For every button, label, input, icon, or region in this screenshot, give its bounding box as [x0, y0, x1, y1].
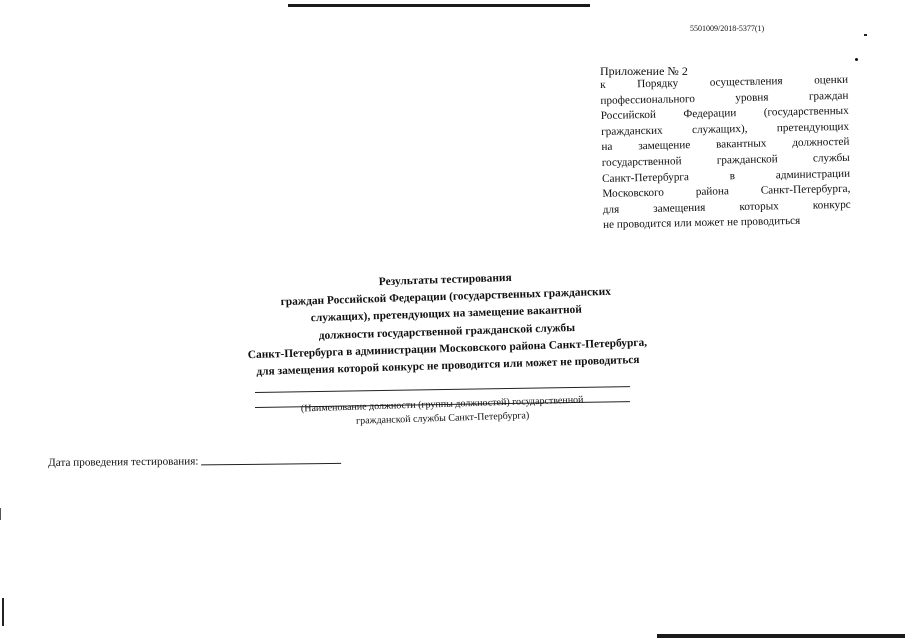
appendix-line: для замещения которых конкурс	[602, 198, 851, 216]
appendix-line: Санкт-Петербурга в администрации	[601, 167, 851, 185]
appendix-title: Приложение № 2	[600, 64, 688, 78]
scan-edge-bottom	[657, 634, 905, 638]
appendix-line: на замещение вакантных должностей	[601, 136, 850, 154]
scan-dot	[855, 58, 858, 61]
caption-line: (Наименование должности (группы должностей) государственной	[300, 394, 584, 415]
caption-line: гражданской службы Санкт-Петербурга)	[355, 410, 530, 427]
test-date-row	[48, 449, 342, 470]
title-line: служащих), претендующих на замещение вакантной	[310, 304, 583, 325]
appendix-line: гражданских служащих), претендующих	[601, 120, 850, 138]
position-name-field[interactable]	[255, 386, 630, 393]
scan-mark	[0, 508, 1, 520]
test-date-label: Дата проведения тестирования:	[48, 455, 199, 469]
test-date-field[interactable]	[201, 454, 341, 465]
appendix-line: к Порядку осуществления оценки	[600, 73, 849, 91]
title-line: для замещения которой конкурс не проводится или может не проводиться	[256, 353, 640, 378]
appendix-line: не проводится или может не проводиться	[602, 215, 801, 232]
title-line: Результаты тестирования	[378, 271, 512, 289]
position-caption	[262, 392, 623, 431]
title-line: Санкт-Петербурга в администрации Московского района Санкт-Петербурга,	[247, 336, 648, 361]
title-line: должности государственной гражданской службы	[318, 321, 576, 342]
appendix-block	[600, 73, 851, 234]
appendix-line: профессионального уровня граждан	[600, 89, 849, 107]
title-line: граждан Российской Федерации (государственных гражданских	[280, 285, 612, 309]
registration-number: 5501009/2018-5377(1)	[690, 24, 765, 33]
appendix-line: государственной гражданской службы	[601, 151, 850, 169]
appendix-line: Российской Федерации (государственных	[600, 104, 849, 123]
appendix-line: Московского района Санкт-Петербурга,	[602, 182, 851, 201]
scan-edge-top	[288, 4, 590, 7]
scan-mark	[2, 598, 4, 626]
scan-dot	[864, 34, 867, 36]
document-title	[205, 264, 688, 382]
